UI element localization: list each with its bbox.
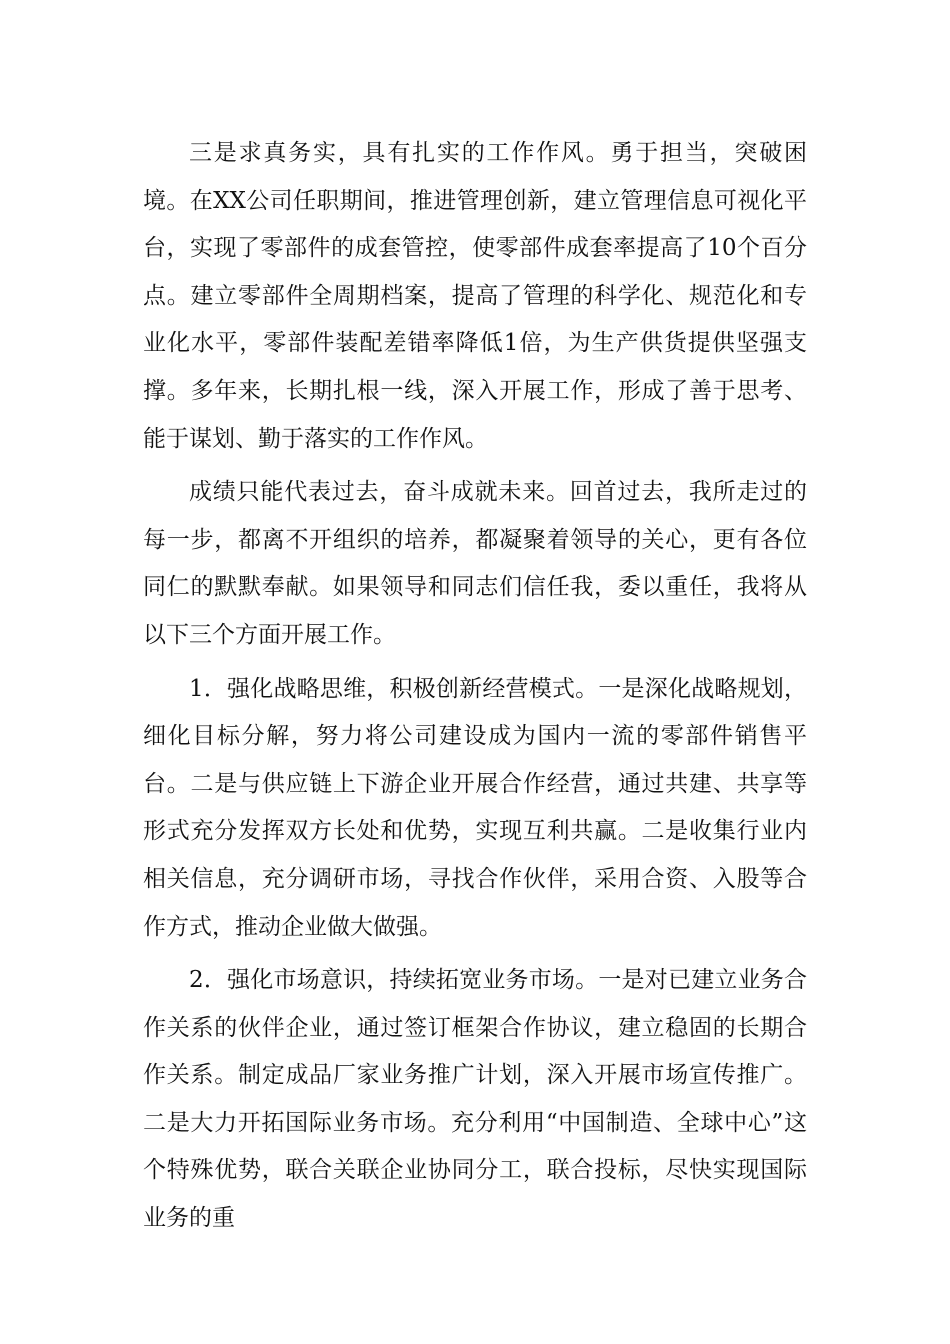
document-body	[143, 130, 807, 1249]
paragraph-market: 2．强化市场意识，持续拓宽业务市场。一是对已建立业务合作关系的伙伴企业，通过签订框架合作协议，建立稳固的长期合作关系。制定成品厂家业务推广计划，深入开展市场宣传推广。二是大力开拓国际业务市场。充分利用“中国制造、全球中心”这个特殊优势，联合关联企业协同分工，联合投标，尽快实现国际业务的重	[143, 967, 807, 1232]
paragraph-transition: 成绩只能代表过去，奋斗成就未来。回首过去，我所走过的每一步，都离不开组织的培养，都凝聚着领导的关心，更有各位同仁的默默奉献。如果领导和同志们信任我，委以重任，我将从以下三个方面开展工作。	[143, 479, 807, 648]
paragraph-strategy: 1．强化战略思维，积极创新经营模式。一是深化战略规划，细化目标分解，努力将公司建设成为国内一流的零部件销售平台。二是与供应链上下游企业开展合作经营，通过共建、共享等形式充分发挥双方长处和优势，实现互利共赢。二是收集行业内相关信息，充分调研市场，寻找合作伙伴，采用合资、入股等合作方式，推动企业做大做强。	[143, 675, 807, 940]
paragraph-work-style: 三是求真务实，具有扎实的工作作风。勇于担当，突破困境。在XX公司任职期间，推进管理创新，建立管理信息可视化平台，实现了零部件的成套管控，使零部件成套率提高了10个百分点。建立零部件全周期档案，提高了管理的科学化、规范化和专业化水平，零部件装配差错率降低1倍，为生产供货提供坚强支撑。多年来，长期扎根一线，深入开展工作，形成了善于思考、能于谋划、勤于落实的工作作风。	[143, 140, 807, 452]
